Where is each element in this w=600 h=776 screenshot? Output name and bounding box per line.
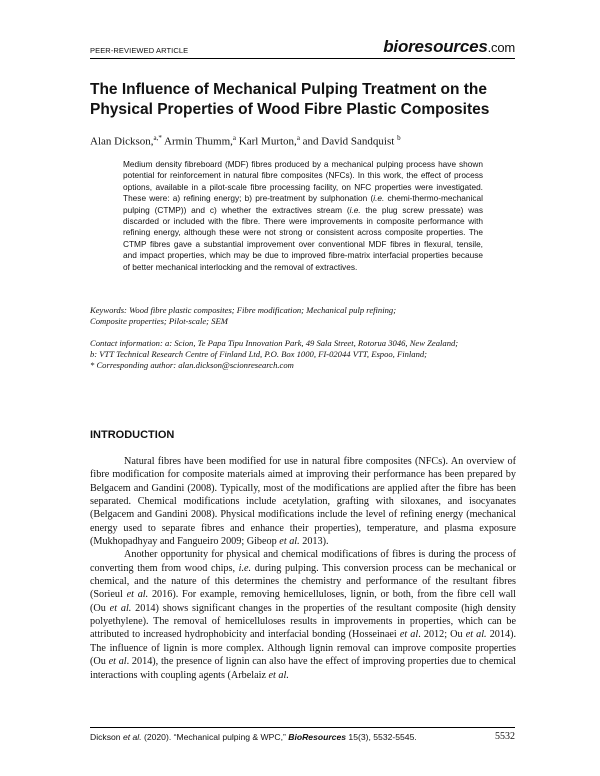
article-type-label: PEER-REVIEWED ARTICLE [90, 46, 189, 55]
intro-p2-etal-2: et al. [109, 602, 132, 614]
citation-author: Dickson [90, 732, 123, 742]
page-footer [90, 727, 515, 744]
citation-volume: 15(3), 5532-5545. [346, 732, 417, 742]
intro-p2-etal-3: et al [399, 629, 419, 641]
intro-p2-text-d: 2014) shows significant changes in the properties of the resultant composite (high density polyethylene). The removal of hemicelluloses results in improvements in properties, which can be attributed to increased hydrophobicity and interfacial bonding (Hosseinaei [90, 602, 517, 641]
corresponding-author-mark: * [158, 134, 162, 142]
intro-p2-ie: i.e. [238, 562, 252, 574]
keywords-line-1: Keywords: Wood fibre plastic composites; Fibre modification; Mechanical pulp refining; [90, 305, 397, 315]
intro-p2-text-a: Another opportunity for physical and chemical modifications of fibres is during the process of converting them from wood chips, [90, 549, 516, 574]
abstract-ie-2: i.e. [349, 204, 361, 215]
affiliation-b: b: VTT Technical Research Centre of Finland Ltd, P.O. Box 1000, FI-02044 VTT, Espoo, Finland; [90, 349, 428, 359]
intro-p2-text-f: 2014). The influence of lignin is more complex. Although lignin removal can improve composite properties (Ou [90, 629, 517, 668]
intro-paragraph-1 [90, 455, 516, 548]
intro-p2-etal-4: et al. [465, 629, 487, 641]
intro-p1-text-b: 2013). [299, 536, 329, 548]
running-header [90, 36, 515, 59]
journal-brand-suffix: .com [487, 40, 515, 55]
author-4-affiliation: b [397, 134, 401, 142]
affiliation-a: Contact information: a: Scion, Te Papa Tipu Innovation Park, 49 Sala Street, Rotorua 3046, New Zealand; [90, 338, 459, 348]
citation-etal: et al. [122, 732, 142, 742]
intro-p2-etal-1: et al. [126, 589, 149, 601]
citation-line [90, 732, 417, 742]
keywords-line-2: Composite properties; Pilot-scale; SEM [90, 316, 228, 326]
abstract [123, 159, 483, 273]
author-2-affiliation: a [232, 134, 237, 142]
intro-paragraph-2 [90, 548, 516, 681]
author-list [90, 134, 401, 148]
intro-p2-etal-6: et al. [268, 669, 289, 681]
journal-brand-name: bioresources [383, 37, 488, 56]
citation-title: (2020). “Mechanical pulping & WPC,” [141, 732, 289, 742]
page-number: 5532 [495, 731, 515, 742]
contact-information [90, 338, 520, 371]
paper-title-line-2: Physical Properties of Wood Fibre Plastic Composites [90, 101, 490, 118]
section-heading-introduction: INTRODUCTION [90, 429, 175, 441]
intro-p2-text-c: 2016). For example, removing hemicelluloses, lignin, or both, from the fibre cell wall (Ou [90, 589, 516, 614]
corresponding-author: * Corresponding author: alan.dickson@scionresearch.com [90, 360, 294, 370]
author-3-affiliation: a [296, 134, 300, 142]
abstract-text-1: Medium density fibreboard (MDF) fibres produced by a mechanical pulping process have shown potential for reinforcement in natural fibre composites (NFCs). In this work, the effect of process options, available in a pilot-scale fibre processing facility, on NFC properties were investigated. These were: a) refining energy; b) pre-treatment by sulphonation ( [123, 159, 483, 204]
journal-brand [383, 37, 515, 57]
abstract-text-2: chemi-thermo-mechanical pulping (CTMP)) and c) whether the extractives stream ( [123, 193, 483, 215]
paper-title-line-1: The Influence of Mechanical Pulping Treatment on the [90, 81, 488, 98]
intro-p1-etal: et al. [279, 536, 300, 548]
citation-journal: BioResources [288, 732, 347, 742]
introduction-body [90, 455, 516, 682]
author-3: Karl Murton, [236, 135, 297, 148]
intro-p1-text-a: Natural fibres have been modified for use in natural fibre composites (NFCs). An overview of fibre modification for composite materials aimed at improving their performance has been prepared by Belgacem and Gandini (2008). Typically, most of the modifications are applied after the fibre has been separated. Chemical modifications include acetylation, grafting with siloxanes, and isocyanates (Belgacem and Gandini 2008). Physical modifications include the level of refining energy (mechanical energy used to separate fibres and enhance their properties), temperature, and plasma exposure (Mukhopadhyay and Fangueiro 2009; Gibeop [90, 456, 516, 548]
author-1-affiliation: a, [153, 134, 159, 142]
author-1: Alan Dickson, [90, 135, 154, 148]
author-2: Armin Thumm, [161, 135, 233, 148]
intro-p2-text-e: . 2012; Ou [418, 629, 466, 641]
intro-p2-text-g: . 2014), the presence of lignin can also have the effect of improving properties due to chemical interactions with coupling agents (Arbelaiz [90, 656, 517, 681]
intro-p2-etal-5: et al [108, 656, 127, 668]
keywords [90, 305, 520, 327]
abstract-text-3: the plug screw pressate) was discarded or included with the fibre. There were improvements in composite performance with refining energy, although these were not strong or consistent across composite properties. The CTMP fibres gave a substantial improvement over conventional MDF fibres in flexural, tensile, and impact properties, which may be due to improved fibre-matrix interfacial properties because of better mechanical interlocking and the removal of extractives. [123, 204, 483, 272]
author-4: and David Sandquist [299, 135, 398, 148]
abstract-ie-1: i.e. [373, 193, 385, 204]
paper-title [90, 80, 520, 120]
intro-p2-text-b: during pulping. This conversion process can be mechanical or chemical, and the nature of this determines the chemistry and performance of the resultant fibres (Sorieul [90, 562, 516, 601]
